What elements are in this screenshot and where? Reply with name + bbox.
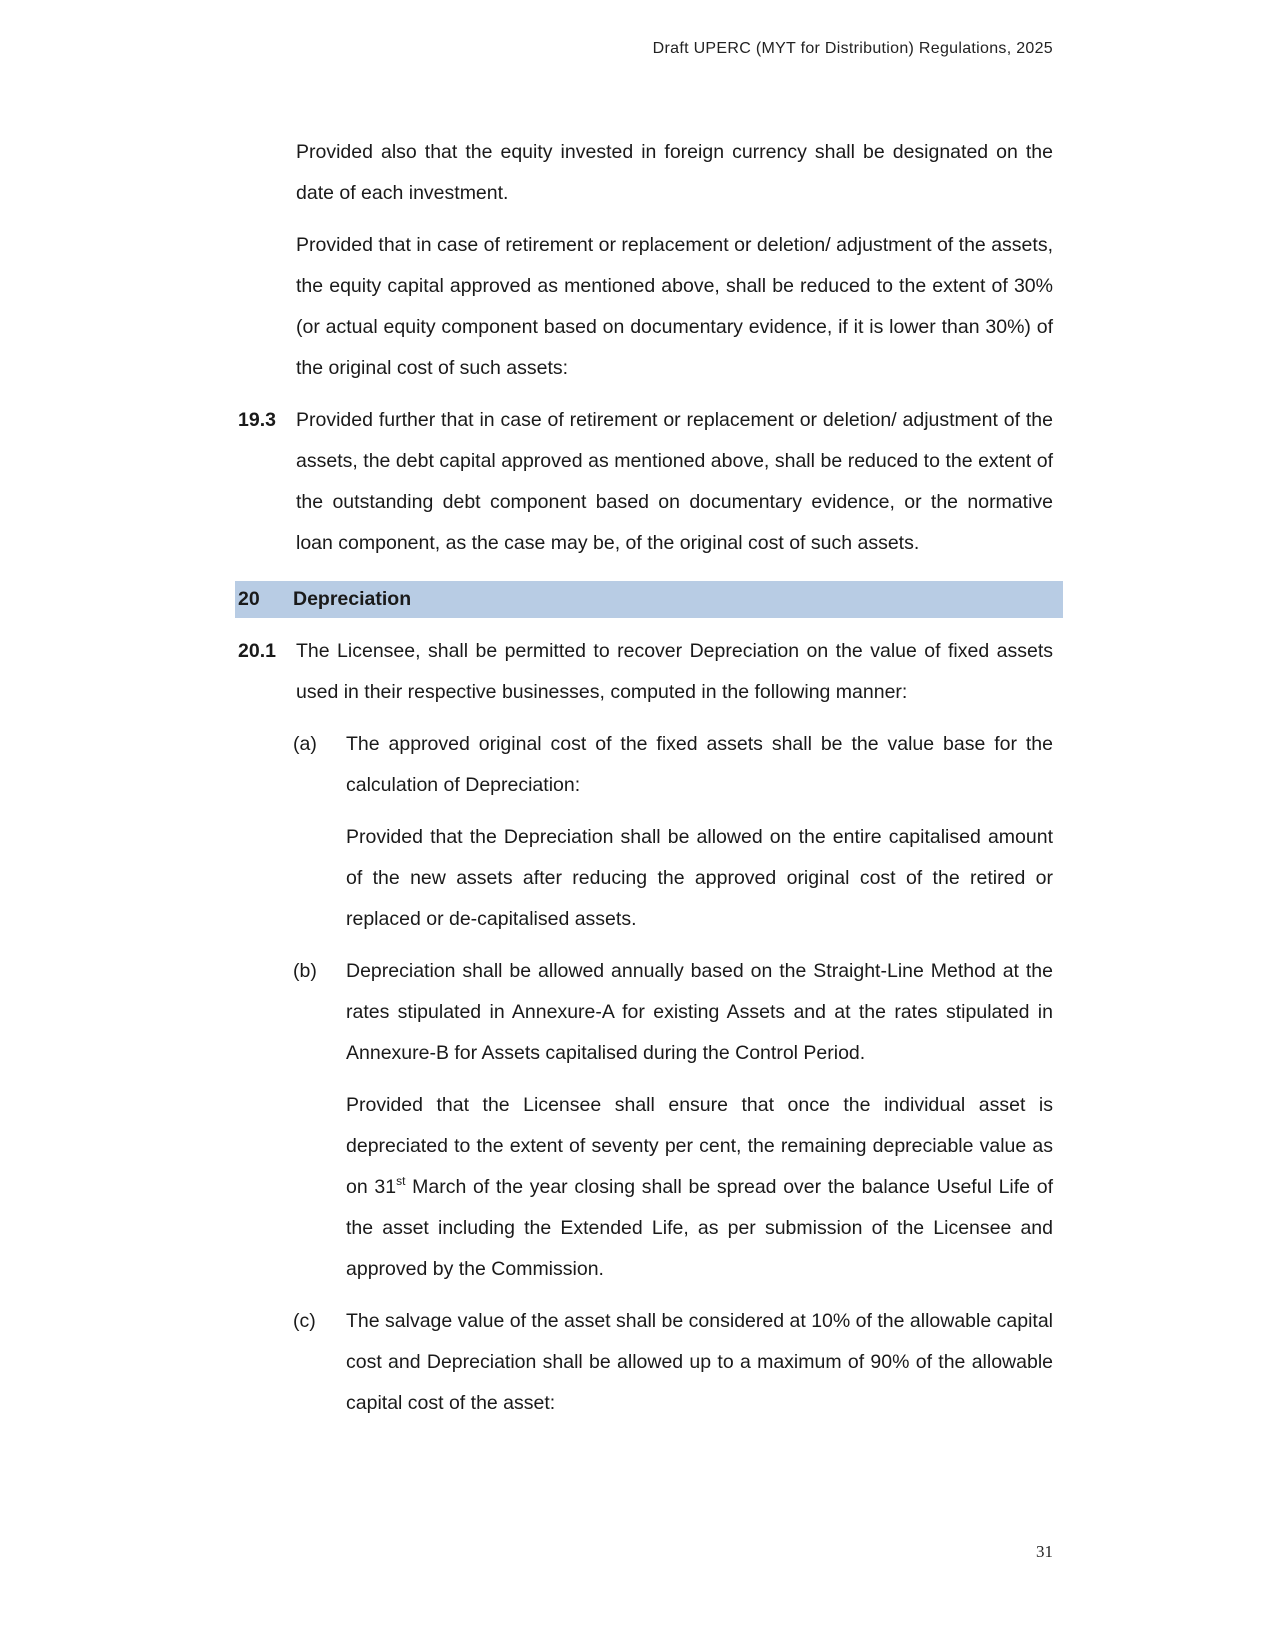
clause-text: Provided further that in case of retirement or replacement or deletion/ adjustment of the assets, the debt capital approved as mentioned above, shall be reduced to the extent of the outstanding debt component based on documentary evidence, or the normative loan component, as the case may be, of the original cost of such assets. <box>296 409 1053 554</box>
clause-20-1 <box>238 631 1053 713</box>
item-c <box>293 1301 1053 1424</box>
proviso-equity-foreign: Provided also that the equity invested in foreign currency shall be designated on the date of each investment. <box>296 141 1053 204</box>
clause-number: 20.1 <box>238 640 276 662</box>
clause-text: The Licensee, shall be permitted to recover Depreciation on the value of fixed assets used in their respective businesses, computed in the following manner: <box>296 640 1053 703</box>
clause-19-3 <box>238 400 1053 564</box>
item-b <box>293 951 1053 1074</box>
section-title: Depreciation <box>293 588 412 610</box>
item-letter: (a) <box>293 733 317 755</box>
page-number: 31 <box>1036 1542 1053 1561</box>
item-letter: (c) <box>293 1310 316 1332</box>
proviso-equity-retirement: Provided that in case of retirement or replacement or deletion/ adjustment of the assets, the equity capital approved as mentioned above, shall be reduced to the extent of 30% (or actual equity component based on documentary evidence, if it is lower than 30%) of the original cost of such assets: <box>296 234 1053 379</box>
section-heading-depreciation <box>235 581 1063 618</box>
document-header: Draft UPERC (MYT for Distribution) Regulations, 2025 <box>652 40 1053 57</box>
item-b-proviso <box>346 1085 1053 1290</box>
proviso-text-part2: March of the year closing shall be spread over the balance Useful Life of the asset including the Extended Life, as per submission of the Licensee and approved by the Commission. <box>346 1176 1053 1280</box>
item-a-proviso: Provided that the Depreciation shall be allowed on the entire capitalised amount of the new assets after reducing the approved original cost of the retired or replaced or de-capitalised assets. <box>346 826 1053 930</box>
ordinal-suffix: st <box>396 1174 406 1188</box>
proviso-text-part1: Provided that the Licensee shall ensure that once the individual asset is depreciated to the extent of seventy per cent, the remaining depreciable value as on 31 <box>346 1094 1053 1198</box>
item-text: The salvage value of the asset shall be considered at 10% of the allowable capital cost and Depreciation shall be allowed up to a maximum of 90% of the allowable capital cost of the asset: <box>346 1310 1053 1414</box>
clause-number: 19.3 <box>238 409 276 431</box>
item-a <box>293 724 1053 806</box>
section-number: 20 <box>238 588 260 610</box>
document-body <box>238 132 1053 1435</box>
item-letter: (b) <box>293 960 317 982</box>
item-text: Depreciation shall be allowed annually based on the Straight-Line Method at the rates stipulated in Annexure-A for existing Assets and at the rates stipulated in Annexure-B for Assets capitalised during the Control Period. <box>346 960 1053 1064</box>
item-text: The approved original cost of the fixed assets shall be the value base for the calculation of Depreciation: <box>346 733 1053 796</box>
